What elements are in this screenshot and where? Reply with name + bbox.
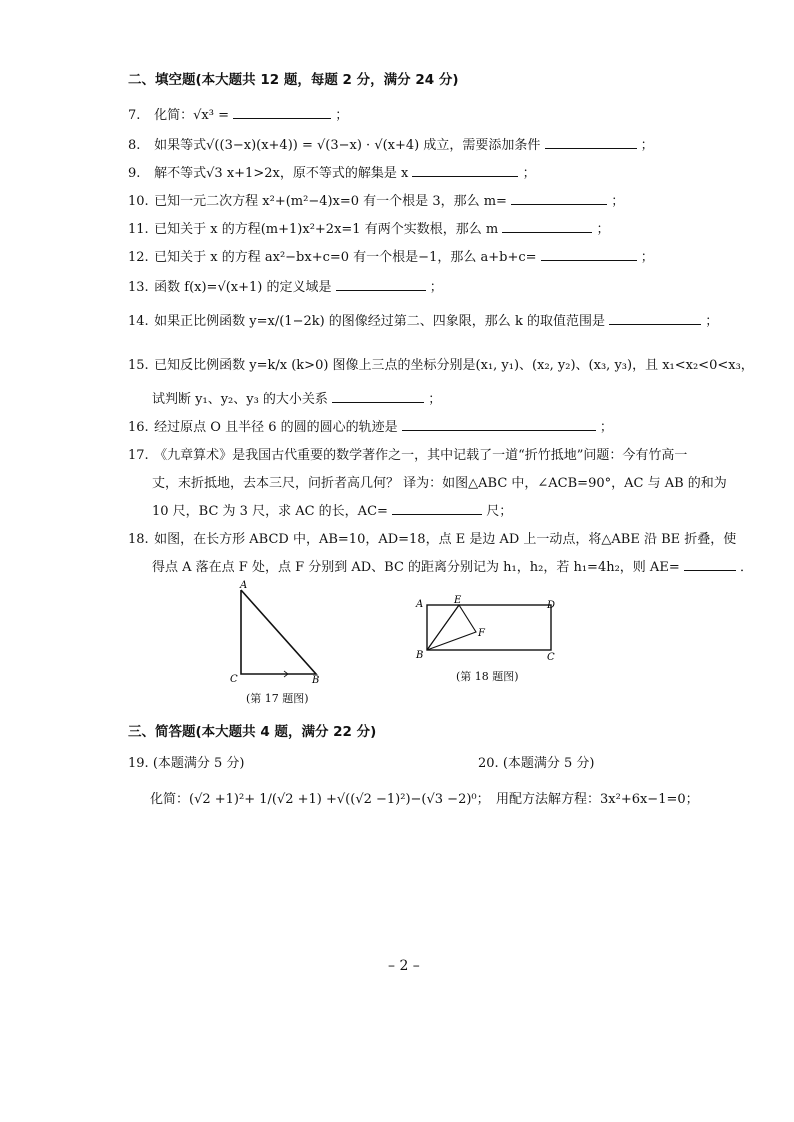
question-number: 7. [128,108,141,123]
question-17-line2: 丈，末折抵地，去本三尺，问折者高几何？ 译为：如图△ABC 中，∠ACB=90°，AC 与 AB 的和为 [152,476,727,491]
question-number: 11. [128,222,149,237]
question-8 [128,134,654,153]
question-11 [128,218,609,237]
question-16 [128,416,613,435]
question-12 [128,246,654,265]
figure-17-triangle [224,580,334,686]
answer-blank[interactable] [545,135,637,149]
question-number: 8. [128,138,141,153]
answer-blank[interactable] [511,191,607,205]
question-7 [128,104,348,123]
triangle-abc [241,590,316,674]
answer-blank[interactable] [392,501,482,515]
question-end: ； [640,138,654,153]
answer-blank[interactable] [541,247,637,261]
question-19-text: 化简：(√2 +1)²+ 1/(√2 +1) +√((√2 −1)²)−(√3 −2)⁰； [150,792,490,807]
question-text: 10 尺，BC 为 3 尺，求 AC 的长，AC= [152,504,388,519]
question-end: ； [335,108,349,123]
label-d: D [547,600,556,611]
question-end: ； [596,222,610,237]
question-text: 试判断 y₁、y₂、y₃ 的大小关系 [152,392,328,407]
answer-blank[interactable] [502,219,592,233]
answer-blank[interactable] [332,389,424,403]
question-end: ； [522,166,536,181]
question-end: ． [740,560,754,575]
question-17-line3 [152,500,512,519]
question-number: 9. [128,166,141,181]
question-end: ； [640,250,654,265]
question-18 [128,528,736,547]
question-text: 如果等式√((3−x)(x+4)) = √(3−x) · √(x+4) 成立，需要添加条件 [154,138,541,153]
answer-blank[interactable] [233,105,331,119]
question-number: 20. [478,756,499,771]
question-text: 已知关于 x 的方程(m+1)x²+2x=1 有两个实数根，那么 m [154,222,499,237]
question-text: 函数 f(x)=√(x+1) 的定义域是 [154,280,332,295]
question-score: (本题满分 5 分) [152,756,245,771]
fold-triangle [427,605,476,650]
question-19-header [128,752,245,771]
label-c: C [547,652,555,663]
question-number: 15. [128,358,149,373]
question-15-line2 [152,388,441,407]
section-3-title: 三、简答题(本大题共 4 题，满分 22 分) [128,724,377,740]
question-number: 16. [128,420,149,435]
question-9 [128,162,536,181]
question-20-header [478,752,595,771]
question-text: 已知反比例函数 y=k/x (k>0) 图像上三点的坐标分别是(x₁, y₁)、(x₂, y₂)、(x₃, y₃)，且 x₁<x₂<0<x₃， [154,358,754,373]
question-text: 已知关于 x 的方程 ax²−bx+c=0 有一个根是−1，那么 a+b+c= [154,250,537,265]
question-number: 14. [128,314,149,329]
question-text: 解不等式√3 x+1>2x，原不等式的解集是 x [154,166,409,181]
question-number: 10. [128,194,149,209]
answer-blank[interactable] [609,311,701,325]
question-text: 化简：√x³ = [154,108,229,123]
question-text: 如图，在长方形 ABCD 中，AB=10，AD=18，点 E 是边 AD 上一动点，将△ABE 沿 BE 折叠，使 [154,532,737,547]
question-number: 18. [128,532,149,547]
figure-18-caption: (第 18 题图) [456,670,519,683]
label-a: A [416,599,424,610]
question-13 [128,276,443,295]
answer-blank[interactable] [684,557,736,571]
question-number: 19. [128,756,149,771]
label-b: B [416,650,424,661]
label-c: C [230,674,238,685]
figure-18-rectangle [410,594,570,664]
label-e: E [454,595,462,606]
question-end: 尺； [486,504,513,519]
question-text: 如果正比例函数 y=x/(1−2k) 的图像经过第二、四象限，那么 k 的取值范围是 [154,314,605,329]
label-f: F [478,628,485,639]
question-text: 已知一元二次方程 x²+(m²−4)x=0 有一个根是 3，那么 m= [154,194,507,209]
question-end: ； [705,314,719,329]
question-end: ； [428,392,442,407]
question-number: 12. [128,250,149,265]
figure-17-caption: (第 17 题图) [246,692,309,705]
question-15 [128,354,754,373]
label-b: B [312,675,320,686]
question-number: 13. [128,280,149,295]
label-a: A [240,580,248,591]
answer-blank[interactable] [412,163,518,177]
page-number: – 2 – [388,958,420,974]
question-text: 得点 A 落在点 F 处，点 F 分别到 AD、BC 的距离分别记为 h₁，h₂，若 h₁=4h₂，则 AE= [152,560,680,575]
question-end: ； [599,420,613,435]
answer-blank[interactable] [336,277,426,291]
question-end: ； [429,280,443,295]
question-end: ； [611,194,625,209]
section-2-title: 二、填空题(本大题共 12 题，每题 2 分，满分 24 分) [128,72,459,88]
question-number: 17. [128,448,149,463]
question-20-text: 用配方法解方程：3x²+6x−1=0； [496,792,699,807]
question-18-line2 [152,556,753,575]
right-angle-mark [241,667,251,674]
answer-blank[interactable] [402,417,596,431]
question-text: 《九章算术》是我国古代重要的数学著作之一，其中记载了一道“折竹抵地”问题：今有竹高一 [154,448,688,463]
question-14 [128,310,718,329]
fold-line-be [427,605,459,650]
question-17 [128,444,687,463]
question-text: 经过原点 O 且半径 6 的圆的圆心的轨迹是 [154,420,398,435]
question-score: (本题满分 5 分) [502,756,595,771]
question-10 [128,190,624,209]
